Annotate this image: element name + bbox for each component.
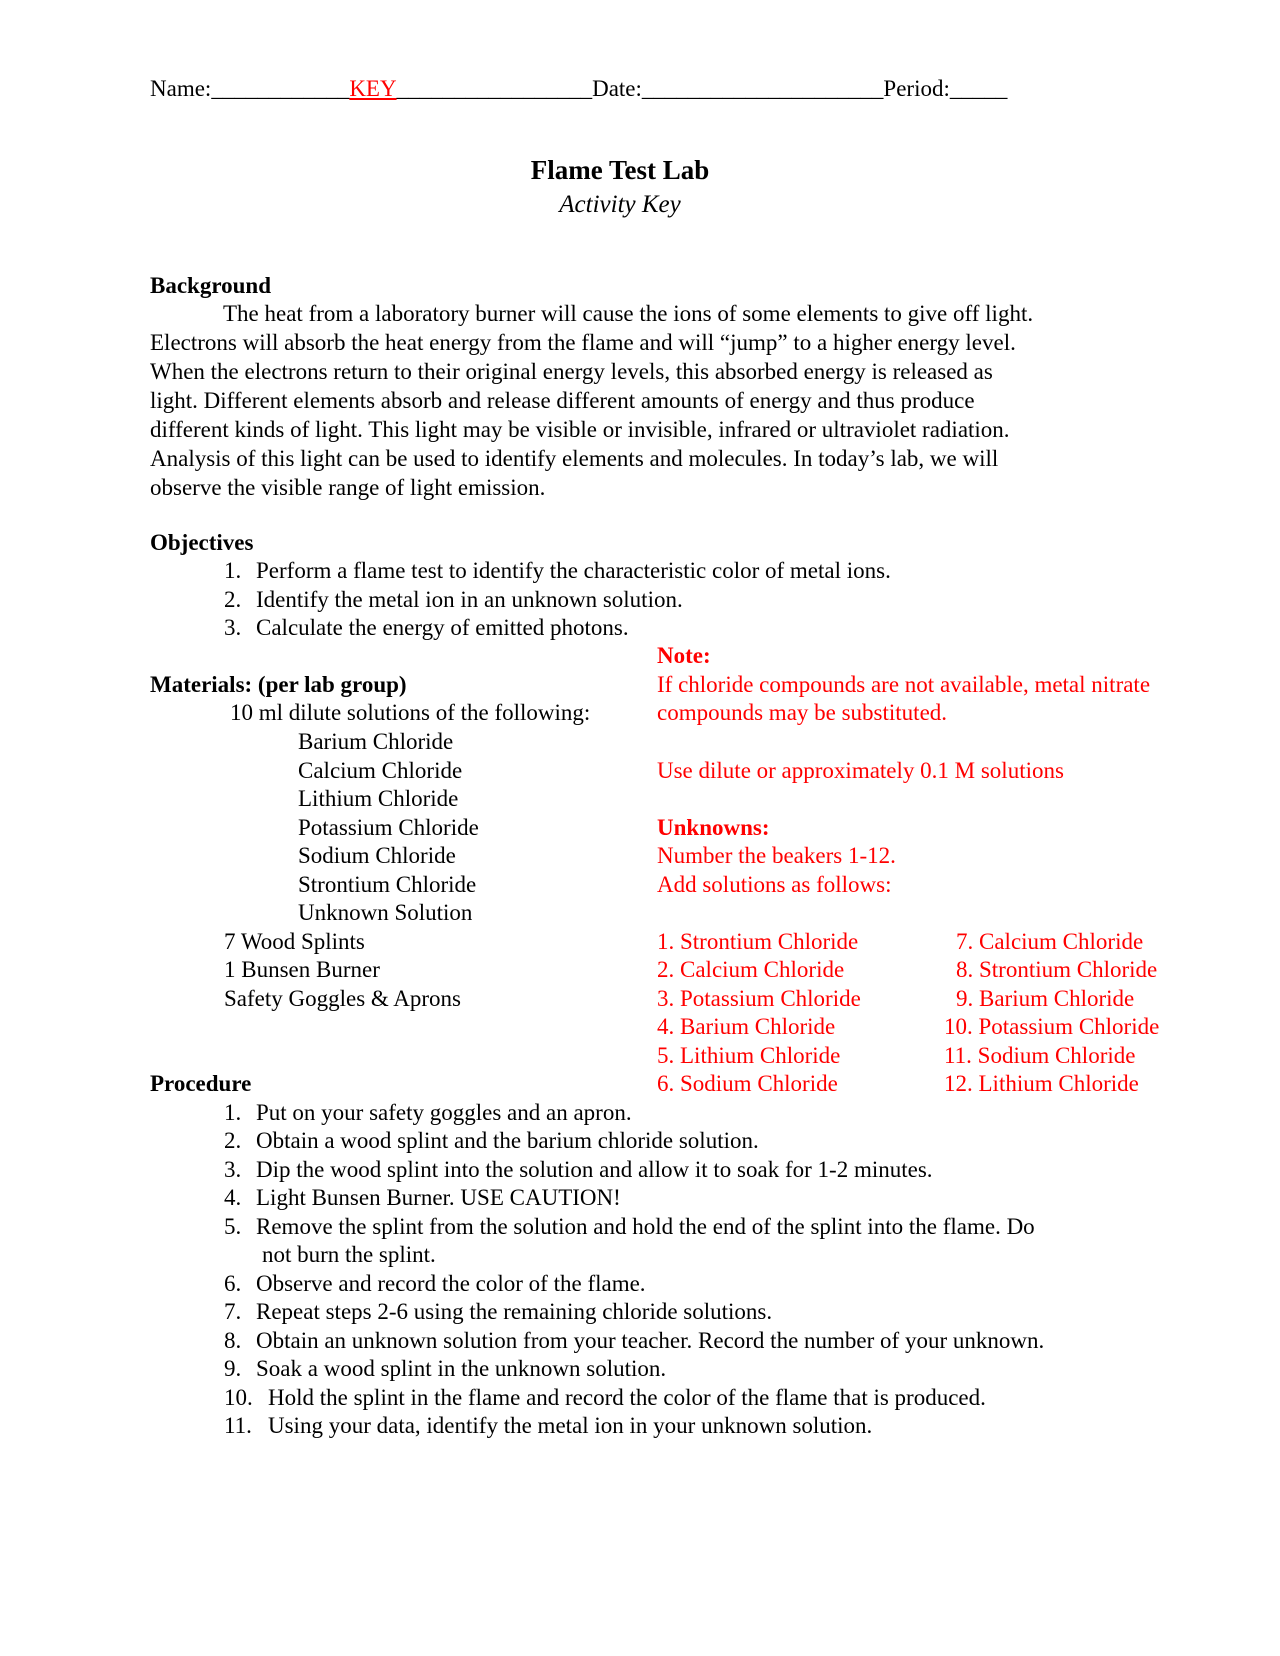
background-line: observe the visible range of light emission. — [150, 475, 546, 500]
item-number: 9. — [224, 1356, 242, 1381]
beaker-item: 1. Strontium Chloride — [657, 929, 859, 954]
item-text: Identify the metal ion in an unknown solution. — [256, 587, 683, 612]
beaker-item: 6. Sodium Chloride — [657, 1071, 838, 1096]
objective-item — [224, 585, 683, 614]
procedure-heading: Procedure — [150, 1071, 252, 1096]
beaker-item: 7. Calcium Chloride — [956, 929, 1144, 954]
background-paragraph — [150, 299, 1130, 502]
background-line: Electrons will absorb the heat energy from the flame and will “jump” to a higher energy level. — [150, 330, 1016, 355]
item-number: 7. — [224, 1299, 242, 1324]
header-line — [150, 74, 1007, 103]
unknowns-text: Add solutions as follows: — [657, 872, 892, 897]
material-item: 7 Wood Splints — [224, 929, 365, 954]
item-number: 5. — [224, 1214, 242, 1239]
page-title: Flame Test Lab — [530, 155, 710, 185]
beaker-item: 2. Calcium Chloride — [657, 957, 845, 982]
solution-item: Sodium Chloride — [298, 843, 456, 868]
material-item: 1 Bunsen Burner — [224, 957, 380, 982]
name-blank-after: _________________ — [396, 76, 593, 101]
item-text: Soak a wood splint in the unknown solution. — [256, 1356, 667, 1381]
solution-item: Strontium Chloride — [298, 872, 477, 897]
item-number: 11. — [224, 1413, 252, 1438]
solution-item: Barium Chloride — [298, 729, 454, 754]
beaker-item: 11. Sodium Chloride — [944, 1043, 1136, 1068]
solution-item: Potassium Chloride — [298, 815, 479, 840]
item-text: Hold the splint in the flame and record the color of the flame that is produced. — [268, 1385, 986, 1410]
unknowns-text: Number the beakers 1-12. — [657, 843, 896, 868]
procedure-item — [224, 1098, 632, 1127]
material-item: Safety Goggles & Aprons — [224, 986, 462, 1011]
background-line: When the electrons return to their original energy levels, this absorbed energy is released as — [150, 359, 993, 384]
item-text: Perform a flame test to identify the characteristic color of metal ions. — [256, 558, 891, 583]
item-number: 1. — [224, 1100, 242, 1125]
procedure-item — [224, 1183, 621, 1212]
procedure-item-continuation: not burn the splint. — [262, 1242, 436, 1267]
page-subtitle: Activity Key — [559, 191, 681, 218]
beaker-item: 5. Lithium Chloride — [657, 1043, 841, 1068]
name-value: KEY — [349, 76, 397, 101]
item-text: Calculate the energy of emitted photons. — [256, 615, 629, 640]
procedure-item — [224, 1326, 1044, 1355]
background-line: The heat from a laboratory burner will cause the ions of some elements to give off light. — [223, 301, 1034, 326]
unknowns-heading: Unknowns: — [657, 815, 770, 840]
beaker-item: 8. Strontium Chloride — [956, 957, 1158, 982]
item-text: Obtain a wood splint and the barium chloride solution. — [256, 1128, 759, 1153]
item-number: 8. — [224, 1328, 242, 1353]
note-heading: Note: — [657, 643, 711, 668]
item-number: 2. — [224, 587, 242, 612]
item-number: 1. — [224, 558, 242, 583]
procedure-item — [224, 1269, 646, 1298]
procedure-item — [224, 1354, 666, 1383]
beaker-item: 9. Barium Chloride — [956, 986, 1135, 1011]
note-text: compounds may be substituted. — [657, 700, 948, 725]
note-text: If chloride compounds are not available, metal nitrate — [657, 672, 1151, 697]
item-text: Dip the wood splint into the solution and allow it to soak for 1-2 minutes. — [256, 1157, 933, 1182]
background-line: different kinds of light. This light may be visible or invisible, infrared or ultraviolet radiation. — [150, 417, 1010, 442]
solution-item: Calcium Chloride — [298, 758, 463, 783]
procedure-item — [224, 1155, 933, 1184]
period-label: Period: — [883, 76, 950, 101]
procedure-item — [224, 1411, 872, 1440]
procedure-item — [224, 1383, 986, 1412]
background-heading: Background — [150, 273, 272, 298]
materials-intro: 10 ml dilute solutions of the following: — [230, 700, 591, 725]
solution-item: Unknown Solution — [298, 900, 473, 925]
objectives-heading: Objectives — [150, 530, 254, 555]
item-text: Using your data, identify the metal ion in your unknown solution. — [268, 1413, 873, 1438]
name-label: Name: — [150, 76, 212, 101]
date-label: Date: — [592, 76, 642, 101]
objective-item — [224, 613, 629, 642]
item-number: 2. — [224, 1128, 242, 1153]
solution-item: Lithium Chloride — [298, 786, 459, 811]
beaker-item: 3. Potassium Chloride — [657, 986, 861, 1011]
beaker-item: 12. Lithium Chloride — [944, 1071, 1139, 1096]
procedure-item — [224, 1297, 772, 1326]
procedure-item — [224, 1126, 759, 1155]
item-number: 10. — [224, 1385, 253, 1410]
beaker-item: 4. Barium Chloride — [657, 1014, 836, 1039]
period-blank: _____ — [949, 76, 1008, 101]
procedure-item — [224, 1212, 1035, 1241]
note-dilute: Use dilute or approximately 0.1 M solutions — [657, 758, 1064, 783]
date-blank: _____________________ — [641, 76, 884, 101]
item-text: Obtain an unknown solution from your teacher. Record the number of your unknown. — [256, 1328, 1045, 1353]
item-number: 6. — [224, 1271, 242, 1296]
item-text: Repeat steps 2-6 using the remaining chloride solutions. — [256, 1299, 773, 1324]
background-line: light. Different elements absorb and release different amounts of energy and thus produce — [150, 388, 975, 413]
item-number: 4. — [224, 1185, 242, 1210]
item-number: 3. — [224, 1157, 242, 1182]
item-text: Observe and record the color of the flame. — [256, 1271, 646, 1296]
materials-heading: Materials: (per lab group) — [150, 672, 407, 697]
item-text: Light Bunsen Burner. USE CAUTION! — [256, 1185, 621, 1210]
name-blank-before: ____________ — [211, 76, 350, 101]
beaker-item: 10. Potassium Chloride — [944, 1014, 1160, 1039]
item-text: Remove the splint from the solution and hold the end of the splint into the flame. Do — [256, 1214, 1035, 1239]
objective-item — [224, 556, 891, 585]
background-line: Analysis of this light can be used to identify elements and molecules. In today’s lab, we will — [150, 446, 999, 471]
item-number: 3. — [224, 615, 242, 640]
item-text: Put on your safety goggles and an apron. — [256, 1100, 632, 1125]
